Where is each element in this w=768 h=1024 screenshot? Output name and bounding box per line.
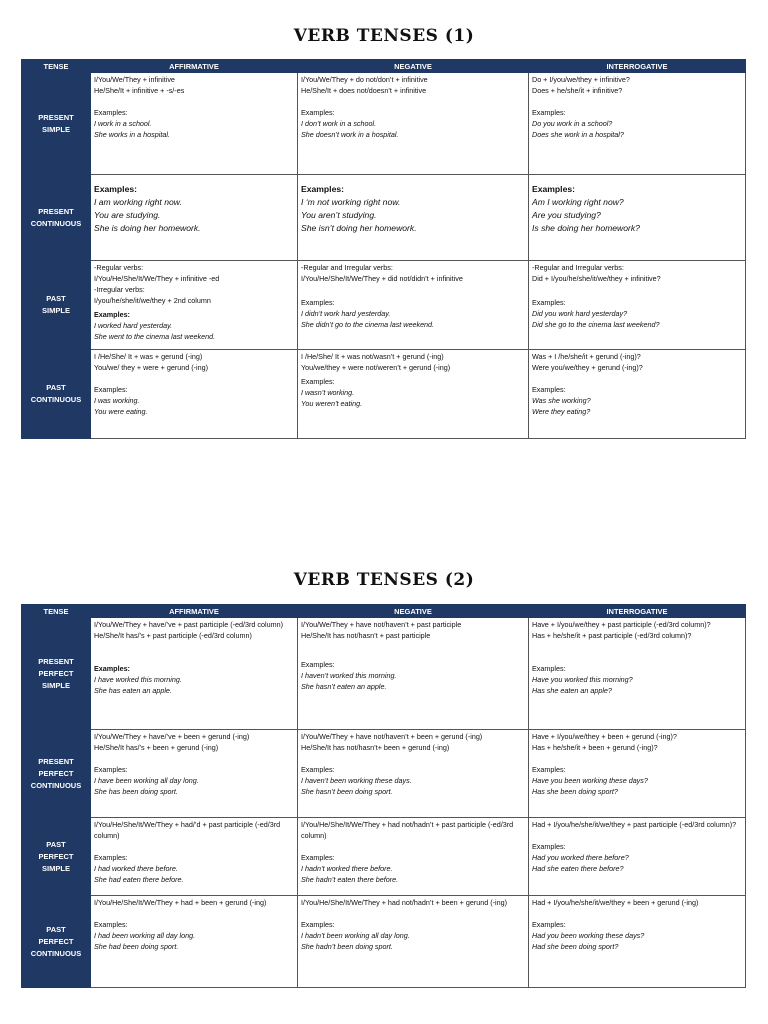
examples: I wasn’t working. You weren’t eating. xyxy=(301,388,363,408)
examples: I work in a school. She works in a hospital. xyxy=(94,119,170,139)
examples: Did you work hard yesterday? Did she go to the cinema last weekend? xyxy=(532,309,660,329)
examples-label: Examples: xyxy=(94,765,128,774)
cell-interrogative xyxy=(529,175,746,261)
examples: I was working. You were eating. xyxy=(94,396,148,416)
cell-affirmative xyxy=(91,618,298,730)
examples-label: Examples: xyxy=(301,108,335,117)
examples: Had you been working these days? Had she been doing sport? xyxy=(532,931,645,951)
examples: I had worked there before. She had eaten there before. xyxy=(94,864,184,884)
tense-label xyxy=(22,73,91,175)
examples: I am working right now. You are studying. She is doing her homework. xyxy=(94,197,201,233)
header-tense: TENSE xyxy=(22,60,91,73)
table-row-past-simple xyxy=(22,261,746,350)
cell-negative xyxy=(298,896,529,988)
examples: Was she working? Were they eating? xyxy=(532,396,591,416)
examples: I hadn’t worked there before. She hadn’t eaten there before. xyxy=(301,864,399,884)
formula: I/You/We/They + have/’ve + past participle (-ed/3rd column) He/She/It has/’s + past participle (-ed/3rd column) xyxy=(94,620,283,640)
formula: -Regular and Irregular verbs: Did + I/you/he/she/it/we/they + infinitive? xyxy=(532,263,661,283)
examples: I had been working all day long. She had been doing sport. xyxy=(94,931,196,951)
examples-label: Examples: xyxy=(532,765,566,774)
tense-label xyxy=(22,261,91,350)
examples: I didn’t work hard yesterday. She didn’t go to the cinema last weekend. xyxy=(301,309,435,329)
examples: Have you been working these days? Has she been doing sport? xyxy=(532,776,648,796)
tense-text: PAST PERFECT CONTINUOUS xyxy=(30,924,82,958)
examples-label: Examples: xyxy=(301,853,335,862)
cell-interrogative xyxy=(529,730,746,818)
examples-label: Examples: xyxy=(301,377,335,386)
formula: I/You/He/She/It/We/They + had/’d + past participle (-ed/3rd column) xyxy=(94,820,281,840)
tense-text: PAST SIMPLE xyxy=(42,294,70,315)
examples: I worked hard yesterday. She went to the cinema last weekend. xyxy=(94,321,216,341)
examples-label: Examples: xyxy=(94,310,130,319)
examples-label: Examples: xyxy=(94,385,128,394)
formula: I/You/We/They + do not/don’t + infinitive He/She/It + does not/doesn’t + infinitive xyxy=(301,75,428,95)
page-title-1: VERB TENSES (1) xyxy=(293,26,475,46)
cell-interrogative xyxy=(529,73,746,175)
examples: I don’t work in a school. She doesn’t work in a hospital. xyxy=(301,119,399,139)
header-negative: NEGATIVE xyxy=(298,605,529,618)
cell-interrogative xyxy=(529,618,746,730)
cell-interrogative xyxy=(529,350,746,439)
examples: I ‘m not working right now. You aren’t studying. She isn’t doing her homework. xyxy=(301,197,417,233)
formula: I/You/He/She/It/We/They + had not/hadn’t + been + gerund (-ing) xyxy=(301,898,507,907)
examples-label: Examples: xyxy=(301,920,335,929)
cell-negative xyxy=(298,730,529,818)
verb-tenses-table-1 xyxy=(21,59,746,439)
cell-affirmative xyxy=(91,730,298,818)
examples-label: Examples: xyxy=(532,842,566,851)
examples-label: Examples: xyxy=(301,298,335,307)
examples-label: Examples: xyxy=(94,108,128,117)
examples: I have been working all day long. She has been doing sport. xyxy=(94,776,199,796)
cell-affirmative xyxy=(91,175,298,261)
cell-affirmative xyxy=(91,896,298,988)
examples-label: Examples: xyxy=(301,184,344,194)
formula: Have + I/you/we/they + been + gerund (-ing)? Has + he/she/it + been + gerund (-ing)? xyxy=(532,732,677,752)
tense-text: PAST CONTINUOUS xyxy=(30,383,82,404)
formula: -Regular verbs: I/You/He/She/It/We/They + infinitive -ed -Irregular verbs: I/you/he/she/it/we/they + 2nd column xyxy=(94,263,220,305)
cell-affirmative xyxy=(91,350,298,439)
cell-negative xyxy=(298,818,529,896)
header-interrogative: INTERROGATIVE xyxy=(529,60,746,73)
table-row-present-perfect-continuous xyxy=(22,730,746,818)
cell-negative xyxy=(298,261,529,350)
verb-tenses-table-2 xyxy=(21,604,746,988)
tense-label xyxy=(22,350,91,439)
tense-text: PAST PERFECT SIMPLE xyxy=(38,839,74,873)
cell-interrogative xyxy=(529,818,746,896)
tense-label xyxy=(22,618,91,730)
examples: I hadn’t been working all day long. She hadn’t been doing sport. xyxy=(301,931,410,951)
cell-negative xyxy=(298,73,529,175)
cell-affirmative xyxy=(91,818,298,896)
tense-label xyxy=(22,818,91,896)
table-row-present-continuous xyxy=(22,175,746,261)
header-affirmative: AFFIRMATIVE xyxy=(91,60,298,73)
table-row-past-perfect-continuous xyxy=(22,896,746,988)
tense-text: PRESENT PERFECT SIMPLE xyxy=(38,656,74,690)
tense-text: PRESENT PERFECT CONTINUOUS xyxy=(30,756,82,790)
examples-label: Examples: xyxy=(532,385,566,394)
examples-label: Examples: xyxy=(94,664,130,673)
formula: I /He/She/ It + was not/wasn’t + gerund (-ing) You/we/they + were not/weren’t + gerund (-ing) xyxy=(301,352,451,372)
header-interrogative: INTERROGATIVE xyxy=(529,605,746,618)
formula: Have + I/you/we/they + past participle (-ed/3rd column)? Has + he/she/it + past participle (-ed/3rd column)? xyxy=(532,620,711,640)
formula: I/You/We/They + infinitive He/She/It + infinitive + -s/-es xyxy=(94,75,185,95)
header-row xyxy=(22,605,746,618)
table-row-past-perfect-simple xyxy=(22,818,746,896)
examples-label: Examples: xyxy=(301,660,335,669)
formula: I/You/He/She/It/We/They + had not/hadn’t + past participle (-ed/3rd column) xyxy=(301,820,514,840)
examples: Am I working right now? Are you studying? Is she doing her homework? xyxy=(532,197,640,233)
cell-negative xyxy=(298,175,529,261)
cell-affirmative xyxy=(91,73,298,175)
page-title-2: VERB TENSES (2) xyxy=(293,570,475,590)
examples: Do you work in a school? Does she work in a hospital? xyxy=(532,119,624,139)
formula: I/You/We/They + have not/haven’t + been + gerund (-ing) He/She/It has not/hasn’t+ been + gerund (-ing) xyxy=(301,732,483,752)
examples-label: Examples: xyxy=(532,298,566,307)
examples-label: Examples: xyxy=(532,184,575,194)
examples-label: Examples: xyxy=(94,184,137,194)
formula: I/You/We/They + have/’ve + been + gerund (-ing) He/She/It has/’s + been + gerund (-ing) xyxy=(94,732,250,752)
cell-affirmative xyxy=(91,261,298,350)
examples: I haven’t worked this morning. She hasn’t eaten an apple. xyxy=(301,671,397,691)
table-row-present-simple xyxy=(22,73,746,175)
tense-label xyxy=(22,175,91,261)
cell-negative xyxy=(298,350,529,439)
cell-interrogative xyxy=(529,896,746,988)
header-affirmative: AFFIRMATIVE xyxy=(91,605,298,618)
table-row-past-continuous xyxy=(22,350,746,439)
cell-negative xyxy=(298,618,529,730)
examples: I have worked this morning. She has eaten an apple. xyxy=(94,675,182,695)
examples-label: Examples: xyxy=(532,920,566,929)
tense-label xyxy=(22,896,91,988)
header-row xyxy=(22,60,746,73)
examples-label: Examples: xyxy=(532,108,566,117)
formula: Had + I/you/he/she/it/we/they + past participle (-ed/3rd column)? xyxy=(532,820,737,829)
header-negative: NEGATIVE xyxy=(298,60,529,73)
tense-text: PRESENT CONTINUOUS xyxy=(30,206,82,228)
formula: -Regular and Irregular verbs: I/You/He/She/It/We/They + did not/didn’t + infinitive xyxy=(301,263,463,283)
examples-label: Examples: xyxy=(301,765,335,774)
formula: I /He/She/ It + was + gerund (-ing) You/we/ they + were + gerund (-ing) xyxy=(94,352,209,372)
examples-label: Examples: xyxy=(532,664,566,673)
formula: Was + I /he/she/it + gerund (-ing)? Were you/we/they + gerund (-ing)? xyxy=(532,352,643,372)
formula: I/You/He/She/It/We/They + had + been + gerund (-ing) xyxy=(94,898,267,907)
examples-label: Examples: xyxy=(94,853,128,862)
examples-label: Examples: xyxy=(94,920,128,929)
table-row-present-perfect-simple xyxy=(22,618,746,730)
tense-text: PRESENT SIMPLE xyxy=(38,112,74,134)
examples: Have you worked this morning? Has she eaten an apple? xyxy=(532,675,633,695)
formula: Do + I/you/we/they + infinitive? Does + he/she/it + infinitive? xyxy=(532,75,630,95)
formula: I/You/We/They + have not/haven’t + past participle He/She/It has not/hasn’t + past participle xyxy=(301,620,462,640)
examples: Had you worked there before? Had she eaten there before? xyxy=(532,853,629,873)
examples: I haven’t been working these days. She hasn’t been doing sport. xyxy=(301,776,412,796)
header-tense: TENSE xyxy=(22,605,91,618)
cell-interrogative xyxy=(529,261,746,350)
tense-label xyxy=(22,730,91,818)
formula: Had + I/you/he/she/it/we/they + been + gerund (-ing) xyxy=(532,898,699,907)
